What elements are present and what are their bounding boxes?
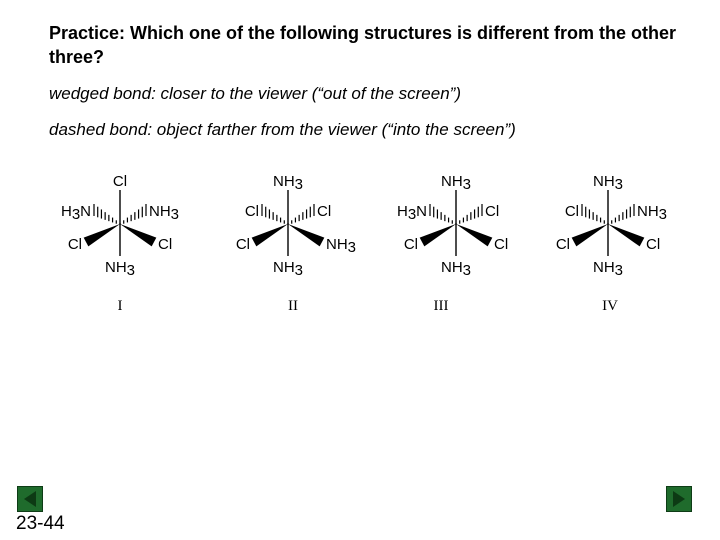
dashed-bond-note: dashed bond: object farther from the viewer (“into the screen”) — [49, 120, 516, 139]
next-slide-button[interactable] — [666, 486, 692, 512]
bottom-ligand: NH3 — [440, 259, 472, 279]
previous-slide-button[interactable] — [17, 486, 43, 512]
wedged-right-ligand: Cl — [646, 236, 661, 253]
dashed-bond-right — [288, 204, 314, 225]
top-ligand: NH3 — [592, 173, 624, 193]
dashed-bond-left — [94, 204, 120, 225]
structure-ii — [208, 168, 368, 280]
wedged-left-ligand: Cl — [67, 236, 82, 253]
dashed-bond-left — [582, 204, 608, 225]
dashed-right-ligand: Cl — [485, 203, 500, 220]
triangle-left-icon — [18, 487, 42, 511]
bottom-ligand: NH3 — [592, 259, 624, 279]
dashed-right-ligand: NH3 — [637, 203, 668, 223]
wedged-bond-left — [84, 224, 120, 246]
wedged-left-ligand: Cl — [235, 236, 250, 253]
dashed-bond-left — [262, 204, 288, 225]
dashed-bond-right — [608, 204, 634, 225]
wedged-bond-right — [456, 224, 492, 246]
slide-title: Practice: Which one of the following structures is different from the other three? — [49, 23, 677, 67]
bottom-ligand: NH3 — [272, 259, 304, 279]
wedged-bond-left — [252, 224, 288, 246]
bottom-ligand: NH3 — [104, 259, 136, 279]
wedged-right-ligand: NH3 — [326, 236, 357, 256]
wedged-bond-right — [288, 224, 324, 246]
dashed-left-ligand: H3N — [60, 203, 91, 223]
top-ligand: Cl — [112, 173, 128, 190]
slide-number: 23-44 — [16, 513, 65, 534]
dashed-right-ligand: NH3 — [149, 203, 180, 223]
dashed-bond-right — [456, 204, 482, 225]
wedged-right-ligand: Cl — [158, 236, 173, 253]
structure-iii — [376, 168, 536, 280]
wedged-bond-left — [572, 224, 608, 246]
wedged-bond-right — [608, 224, 644, 246]
triangle-right-icon — [667, 487, 691, 511]
dashed-bond-left — [430, 204, 456, 225]
wedged-left-ligand: Cl — [403, 236, 418, 253]
top-ligand: NH3 — [272, 173, 304, 193]
dashed-left-ligand: H3N — [396, 203, 427, 223]
dashed-bond-right — [120, 204, 146, 225]
wedged-bond-left — [420, 224, 456, 246]
structure-label-ii: II — [288, 298, 298, 314]
wedged-bond-note: wedged bond: closer to the viewer (“out of the screen”) — [49, 84, 461, 103]
wedged-left-ligand: Cl — [555, 236, 570, 253]
structure-label-i: I — [117, 298, 123, 314]
structure-i — [40, 168, 200, 280]
top-ligand: NH3 — [440, 173, 472, 193]
structure-iv — [528, 168, 688, 280]
structure-label-iii: III — [433, 298, 449, 314]
dashed-left-ligand: Cl — [244, 203, 259, 220]
wedged-bond-right — [120, 224, 156, 246]
dashed-right-ligand: Cl — [317, 203, 332, 220]
wedged-right-ligand: Cl — [494, 236, 509, 253]
structure-label-iv: IV — [602, 298, 618, 314]
dashed-left-ligand: Cl — [564, 203, 579, 220]
